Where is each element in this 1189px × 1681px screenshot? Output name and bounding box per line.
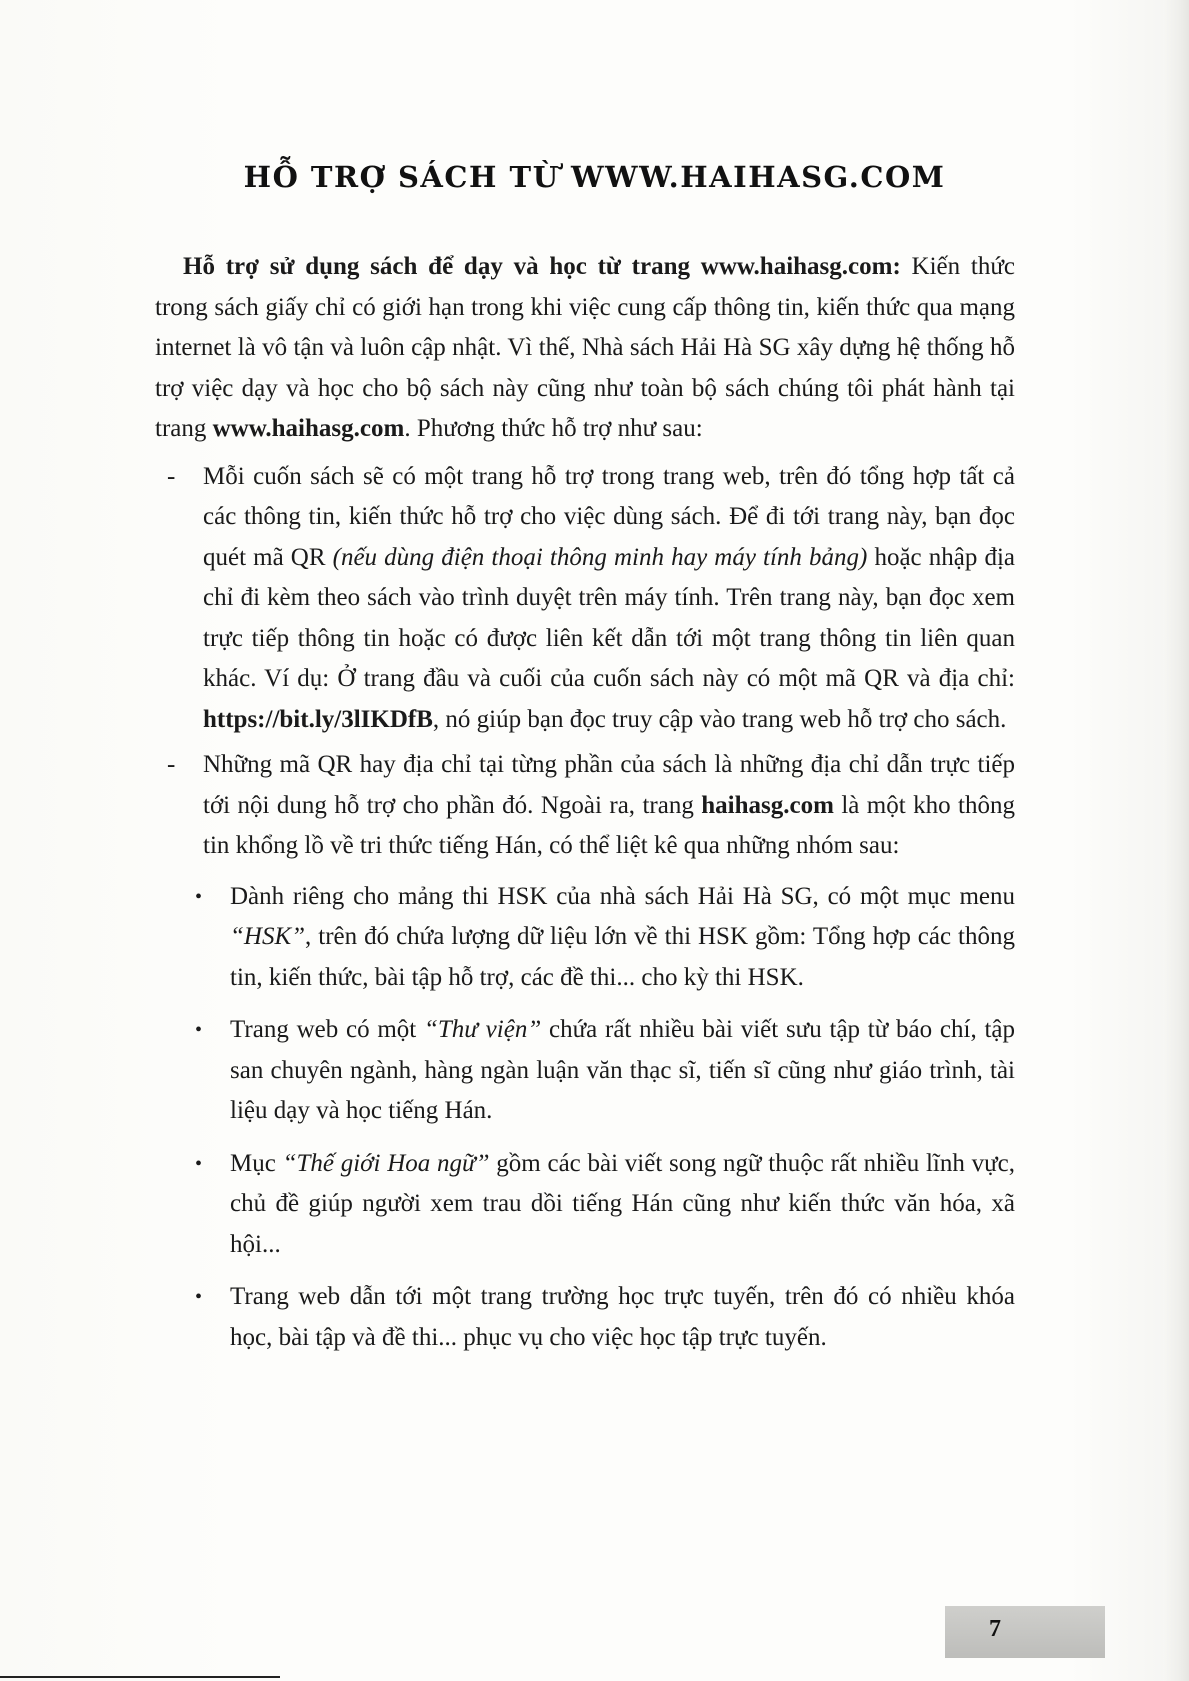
- item-italic: “Thư viện”: [423, 1016, 542, 1043]
- item-text: Mục: [230, 1149, 283, 1177]
- list-item: [155, 745, 1015, 867]
- item-text: Trang web có một: [230, 1016, 424, 1043]
- intro-text: Kiến thức trong sách giấy chỉ có giới hạn trong khi việc cung cấp thông tin, kiến thức qua mạng internet là vô tận và luôn cập nhật. Vì thế, Nhà sách Hải Hà SG xây dựng hệ thống hỗ trợ việc dạy và học cho bộ sách này cũng như toàn bộ sách chúng tôi phát hành tại trang: [155, 253, 1015, 442]
- intro-site: www.haihasg.com: [212, 415, 405, 442]
- scan-edge-line: [0, 1676, 280, 1678]
- page-body: [155, 247, 1015, 1370]
- item-text: Dành riêng cho mảng thi HSK của nhà sách Hải Hà SG, có một mục menu: [230, 882, 1015, 910]
- intro-text-end: . Phương thức hỗ trợ như sau:: [404, 415, 703, 442]
- item-italic: “HSK”: [230, 923, 306, 950]
- bullet-marker: •: [195, 1286, 203, 1308]
- item-text: , nó giúp bạn đọc truy cập vào trang web hỗ trợ cho sách.: [432, 705, 1007, 733]
- dash-list: [155, 457, 1015, 867]
- list-item: [155, 1277, 1015, 1358]
- page-edge-shadow: [1163, 0, 1189, 1681]
- intro-paragraph: [155, 247, 1015, 450]
- page-number-tab: [945, 1606, 1105, 1658]
- bullet-list: [155, 877, 1015, 1359]
- bullet-marker: •: [195, 1019, 203, 1041]
- item-italic: “Thế giới Hoa ngữ”: [282, 1149, 490, 1177]
- item-italic: (nếu dùng điện thoại thông minh hay máy tính bảng): [332, 543, 868, 571]
- item-text: chứa rất nhiều bài viết sưu tập từ báo chí, tập san chuyên ngành, hàng ngàn luận văn thạc sĩ, tiến sĩ cũng như giáo trình, tài liệu dạy và học tiếng Hán.: [230, 1016, 1015, 1124]
- short-link: https://bit.ly/3lIKDfB: [203, 705, 433, 733]
- site-name: haihasg.com: [701, 791, 834, 819]
- dash-marker: -: [167, 462, 176, 490]
- list-item: [155, 1144, 1015, 1266]
- bullet-marker: •: [195, 885, 203, 908]
- page-title: HỖ TRỢ SÁCH TỪ WWW.HAIHASG.COM: [243, 160, 946, 194]
- list-item: [155, 457, 1015, 741]
- bullet-marker: •: [195, 1152, 203, 1175]
- item-text: Trang web dẫn tới một trang trường học trực tuyến, trên đó có nhiều khóa học, bài tập và đề thi... phục vụ cho việc học tập trực tuyến.: [230, 1283, 1015, 1351]
- item-text: Những mã QR hay địa chỉ tại từng phần của sách là những địa chỉ dẫn trực tiếp tới nội dung hỗ trợ cho phần đó. Ngoài ra, trang: [203, 751, 1015, 819]
- item-text: hoặc nhập địa chỉ đi kèm theo sách vào trình duyệt trên máy tính. Trên trang này, bạn đọc xem trực tiếp thông tin hoặc có được liên kết dẫn tới một trang thông tin liên quan khác. Ví dụ: Ở trang đầu và cuối của cuốn sách này có một mã QR và địa chỉ:: [203, 543, 1015, 692]
- item-text: , trên đó chứa lượng dữ liệu lớn về thi HSK gồm: Tổng hợp các thông tin, kiến thức, bài tập hỗ trợ, các đề thi... cho kỳ thi HSK.: [230, 923, 1015, 991]
- dash-marker: -: [167, 751, 176, 778]
- page-number: 7: [989, 1616, 1001, 1642]
- item-text: gồm các bài viết song ngữ thuộc rất nhiều lĩnh vực, chủ đề giúp người xem trau dồi tiếng Hán cũng như kiến thức văn hóa, xã hội...: [230, 1149, 1015, 1258]
- intro-lead: Hỗ trợ sử dụng sách để dạy và học từ trang www.haihasg.com:: [183, 253, 901, 280]
- item-text: Mỗi cuốn sách sẽ có một trang hỗ trợ trong trang web, trên đó tổng hợp tất cả các thông tin, kiến thức hỗ trợ cho việc dùng sách. Để đi tới trang này, bạn đọc quét mã QR: [203, 462, 1015, 571]
- item-text: là một kho thông tin khổng lồ về tri thức tiếng Hán, có thể liệt kê qua những nhóm sau:: [203, 791, 1015, 859]
- list-item: [155, 1010, 1015, 1132]
- list-item: [155, 877, 1015, 999]
